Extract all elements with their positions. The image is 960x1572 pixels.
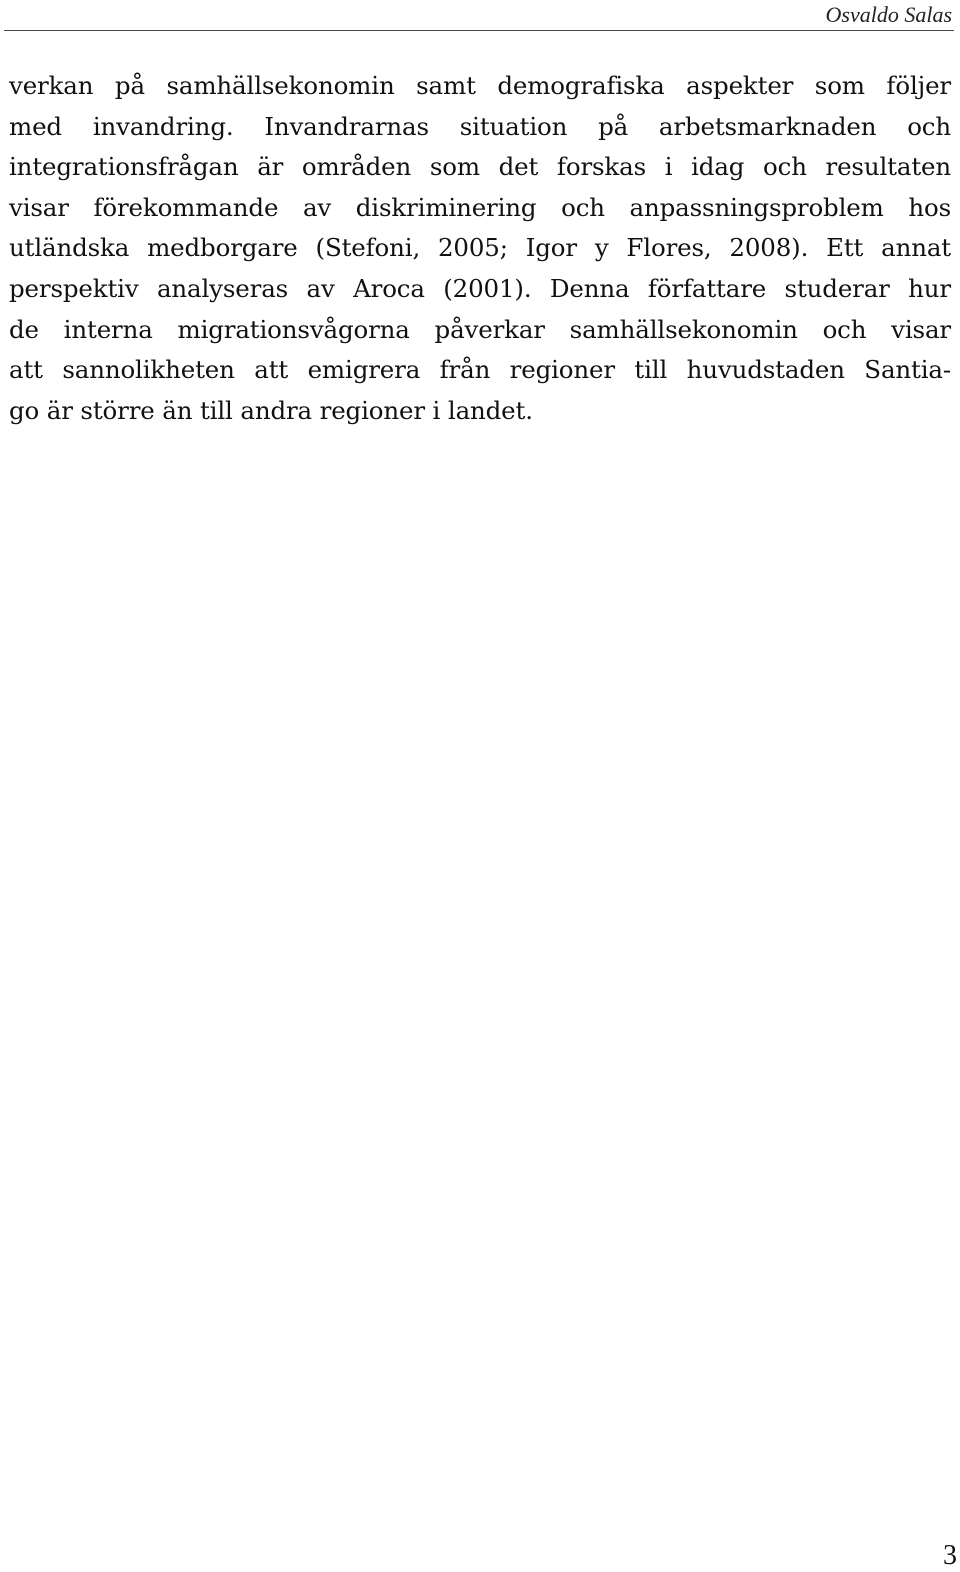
paragraph-line: integrationsfrågan är områden som det forskas i idag och resultaten	[9, 152, 951, 182]
paragraph-line: de interna migrationsvågorna påverkar samhällsekonomin och visar	[9, 314, 951, 344]
paragraph-line: go är större än till andra regioner i landet.	[9, 395, 533, 425]
paragraph-line: verkan på samhällsekonomin samt demografiska aspekter som följer	[9, 71, 951, 100]
body-paragraph	[9, 66, 951, 431]
paragraph-line: att sannolikheten att emigrera från regioner till huvudstaden Santia-	[9, 355, 951, 385]
running-header	[4, 0, 954, 31]
paragraph-line: utländska medborgare (Stefoni, 2005; Igor y Flores, 2008). Ett annat	[9, 233, 951, 263]
header-author: Osvaldo Salas	[825, 2, 952, 27]
paragraph-line: med invandring. Invandrarnas situation på arbetsmarknaden och	[9, 111, 951, 141]
page-number: 3	[943, 1540, 957, 1571]
paragraph-line: perspektiv analyseras av Aroca (2001). Denna författare studerar hur	[9, 273, 951, 303]
paragraph-line: visar förekommande av diskriminering och anpassningsproblem hos	[9, 192, 951, 222]
